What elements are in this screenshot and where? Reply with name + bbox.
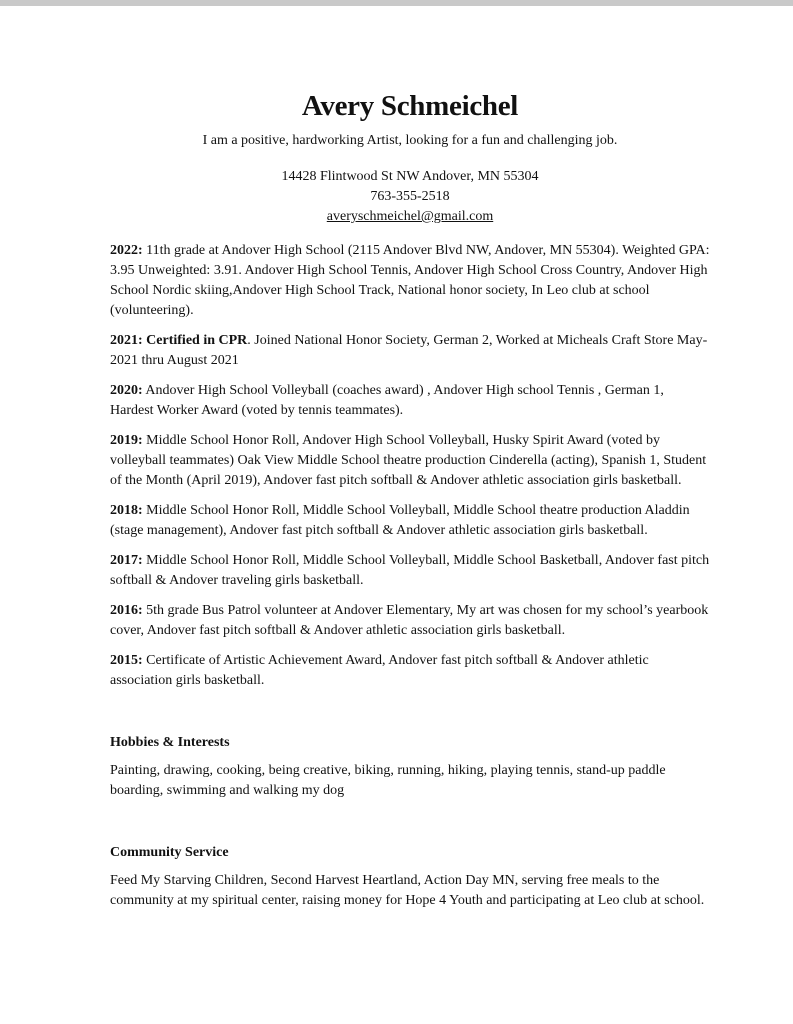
resume-page	[110, 90, 710, 911]
entry-text: Certificate of Artistic Achievement Award, Andover fast pitch softball & Andover athletic association girls basketball.	[110, 653, 649, 688]
entry-text: 11th grade at Andover High School (2115 Andover Blvd NW, Andover, MN 55304). Weighted GPA: 3.95 Unweighted: 3.91. Andover High School Tennis, Andover High School Cross Country, Andover High School Nordic skiing,Andover High School Track, National honor society, In Leo club at school (volunteering).	[110, 243, 710, 318]
hobbies-text: Painting, drawing, cooking, being creative, biking, running, hiking, playing tennis, stand-up paddle boarding, swimming and walking my dog	[110, 763, 666, 798]
entry-year: 2017:	[110, 553, 143, 568]
timeline-entry	[110, 331, 710, 371]
email-link[interactable]: averyschmeichel@gmail.com	[326, 209, 494, 224]
timeline-entry	[110, 381, 710, 421]
entry-highlight: Certified in CPR	[142, 333, 248, 348]
community-text: Feed My Starving Children, Second Harvest Heartland, Action Day MN, serving free meals to the community at my spiritual center, raising money for Hope 4 Youth and participating at Leo club at school.	[110, 873, 705, 908]
community-heading: Community Service	[110, 845, 229, 860]
contact-block	[110, 167, 710, 227]
timeline-entry	[110, 651, 710, 691]
entry-text: Middle School Honor Roll, Middle School Volleyball, Middle School Basketball, Andover fast pitch softball & Andover traveling girls basketball.	[110, 553, 710, 588]
entry-text: . Joined National Honor Society, German 2, Worked at Micheals Craft Store May- 2021 thru August 2021	[110, 333, 708, 368]
entry-year: 2015:	[110, 653, 143, 668]
phone: 763-355-2518	[370, 189, 450, 204]
entry-year: 2021:	[110, 333, 143, 348]
address: 14428 Flintwood St NW Andover, MN 55304	[281, 169, 539, 184]
entry-text: Andover High School Volleyball (coaches award) , Andover High school Tennis , German 1, Hardest Worker Award (voted by tennis teammates).	[110, 383, 664, 418]
top-border	[0, 0, 793, 6]
timeline	[110, 241, 710, 691]
timeline-entry	[110, 431, 710, 491]
timeline-entry	[110, 601, 710, 641]
entry-text: Middle School Honor Roll, Andover High School Volleyball, Husky Spirit Award (voted by volleyball teammates) Oak View Middle School theatre production Cinderella (acting), Spanish 1, Student of the Month (April 2019), Andover fast pitch softball & Andover athletic association girls basketball.	[110, 433, 707, 488]
timeline-entry	[110, 241, 710, 321]
timeline-entry	[110, 551, 710, 591]
entry-year: 2016:	[110, 603, 143, 618]
hobbies-heading: Hobbies & Interests	[110, 735, 230, 750]
entry-year: 2019:	[110, 433, 143, 448]
tagline: I am a positive, hardworking Artist, looking for a fun and challenging job.	[202, 133, 618, 148]
resume-name: Avery Schmeichel	[301, 90, 519, 122]
entry-year: 2022:	[110, 243, 143, 258]
entry-text: Middle School Honor Roll, Middle School Volleyball, Middle School theatre production Aladdin (stage management), Andover fast pitch softball & Andover athletic association girls basketball.	[110, 503, 690, 538]
timeline-entry	[110, 501, 710, 541]
entry-year: 2020:	[110, 383, 143, 398]
entry-year: 2018:	[110, 503, 143, 518]
entry-text: 5th grade Bus Patrol volunteer at Andover Elementary, My art was chosen for my school’s yearbook cover, Andover fast pitch softball & Andover athletic association girls basketball.	[110, 603, 709, 638]
